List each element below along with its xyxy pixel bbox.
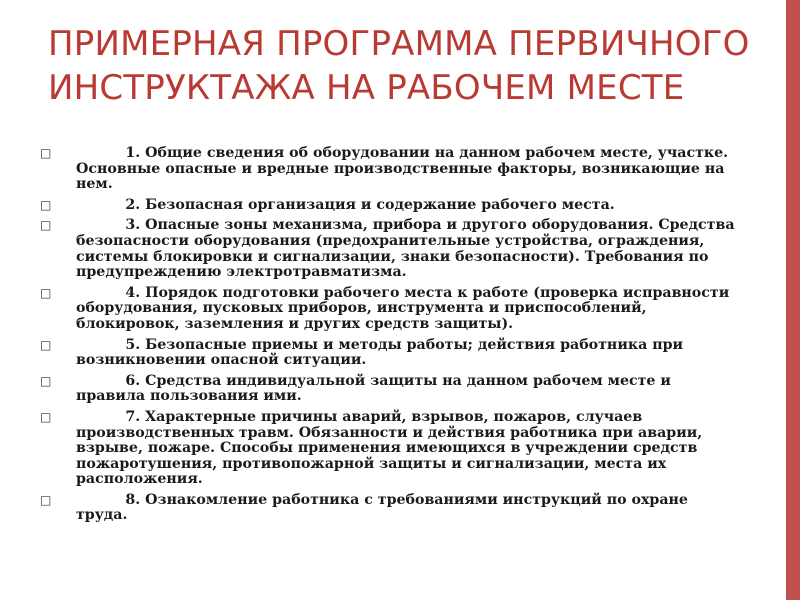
list-item-text: 7. Характерные причины аварий, взрывов, пожаров, случаев производственных травм. Обязанности и действия работника при аварии, взрыве, пожаре. Способы применения имеющихся в учреждении средств пожаротушения, противопожарной защиты и сигнализации, места их расположения.	[76, 408, 708, 488]
list-item	[40, 338, 740, 369]
list-item	[40, 286, 740, 333]
checkbox-bullet-icon: □	[40, 337, 52, 352]
list-item	[40, 198, 740, 214]
list-item-text: 3. Опасные зоны механизма, прибора и другого оборудования. Средства безопасности оборудования (предохранительные устройства, ограждения, системы блокировки и сигнализации, знаки безопасности). Требования по предупреждению электротравматизма.	[76, 217, 740, 281]
list-item-text: 8. Ознакомление работника с требованиями инструкций по охране труда.	[76, 491, 693, 524]
list-item	[40, 374, 740, 405]
list-item-text: 1. Общие сведения об оборудовании на данном рабочем месте, участке. Основные опасные и вредные производственные факторы, возникающие на нем.	[76, 145, 734, 193]
instruction-list	[40, 146, 740, 529]
list-item-text: 5. Безопасные приемы и методы работы; действия работника при возникновении опасной ситуации.	[76, 336, 688, 369]
list-item-text: 4. Порядок подготовки рабочего места к работе (проверка исправности оборудования, пусковых приборов, инструмента и приспособлений, блокировок, заземления и других средств защиты).	[76, 284, 735, 332]
list-item	[40, 493, 740, 524]
checkbox-bullet-icon: □	[40, 285, 52, 300]
list-item	[40, 410, 740, 488]
list-item	[40, 146, 740, 193]
accent-bar	[786, 0, 800, 600]
checkbox-bullet-icon: □	[40, 218, 52, 233]
checkbox-bullet-icon: □	[40, 146, 52, 160]
list-item-text: 6. Средства индивидуальной защиты на данном рабочем месте и правила пользования ими.	[76, 372, 676, 405]
slide-title-line-2: ИНСТРУКТАЖА НА РАБОЧЕМ МЕСТЕ	[48, 68, 685, 108]
list-item-text: 2. Безопасная организация и содержание рабочего места.	[76, 196, 615, 213]
checkbox-bullet-icon: □	[40, 373, 52, 388]
list-item	[40, 218, 740, 280]
checkbox-bullet-icon: □	[40, 197, 52, 212]
slide-title-line-1: ПРИМЕРНАЯ ПРОГРАММА ПЕРВИЧНОГО	[48, 24, 750, 64]
checkbox-bullet-icon: □	[40, 492, 52, 507]
checkbox-bullet-icon: □	[40, 409, 52, 424]
slide-title	[48, 22, 768, 110]
